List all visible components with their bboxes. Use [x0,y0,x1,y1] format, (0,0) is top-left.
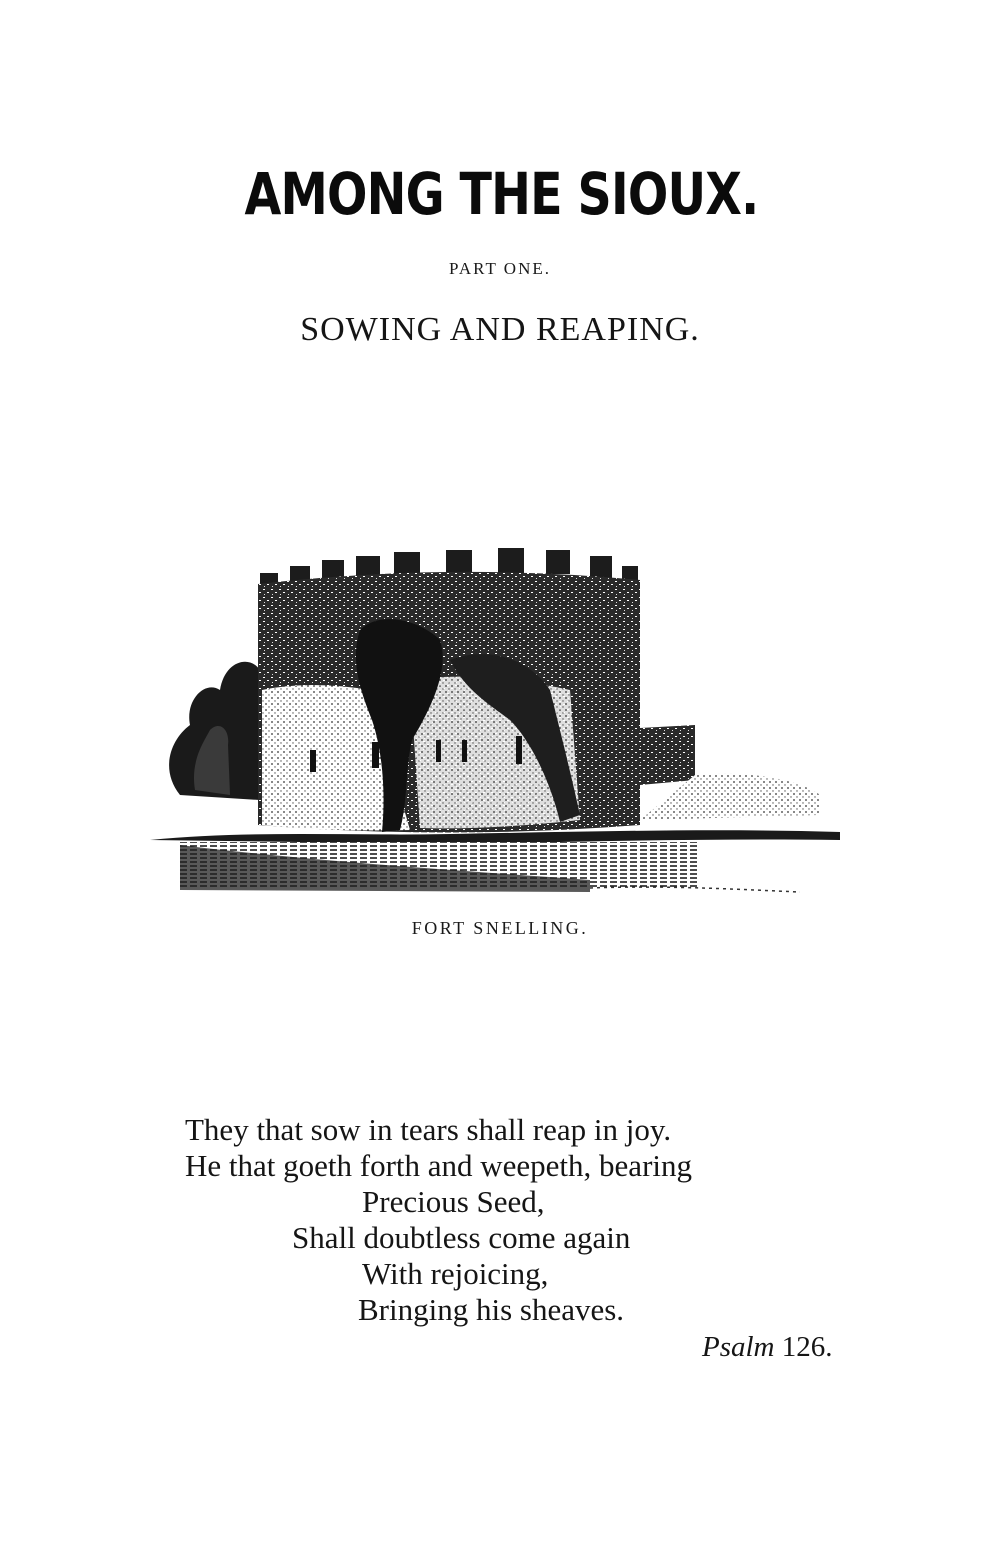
reference-number: 126. [781,1331,833,1363]
verse-line: They that sow in tears shall reap in joy. [185,1112,672,1147]
verse-line: Precious Seed, [362,1184,545,1219]
verse-line: With rejoicing, [362,1256,549,1291]
fort-snelling-illustration [150,540,850,905]
verse-line: Shall doubtless come again [292,1220,631,1255]
section-subtitle: SOWING AND REAPING. [300,311,700,348]
illustration-caption: FORT SNELLING. [411,918,589,938]
reference-book: Psalm [702,1331,775,1363]
page-title: AMONG THE SIOUX. [244,160,759,228]
scripture-reference [702,1331,833,1364]
verse-line: He that goeth forth and weepeth, bearing [185,1148,693,1183]
verse-line: Bringing his sheaves. [358,1292,625,1327]
part-heading: PART ONE. [448,259,551,278]
fort-tower-engraving-icon [150,540,850,905]
